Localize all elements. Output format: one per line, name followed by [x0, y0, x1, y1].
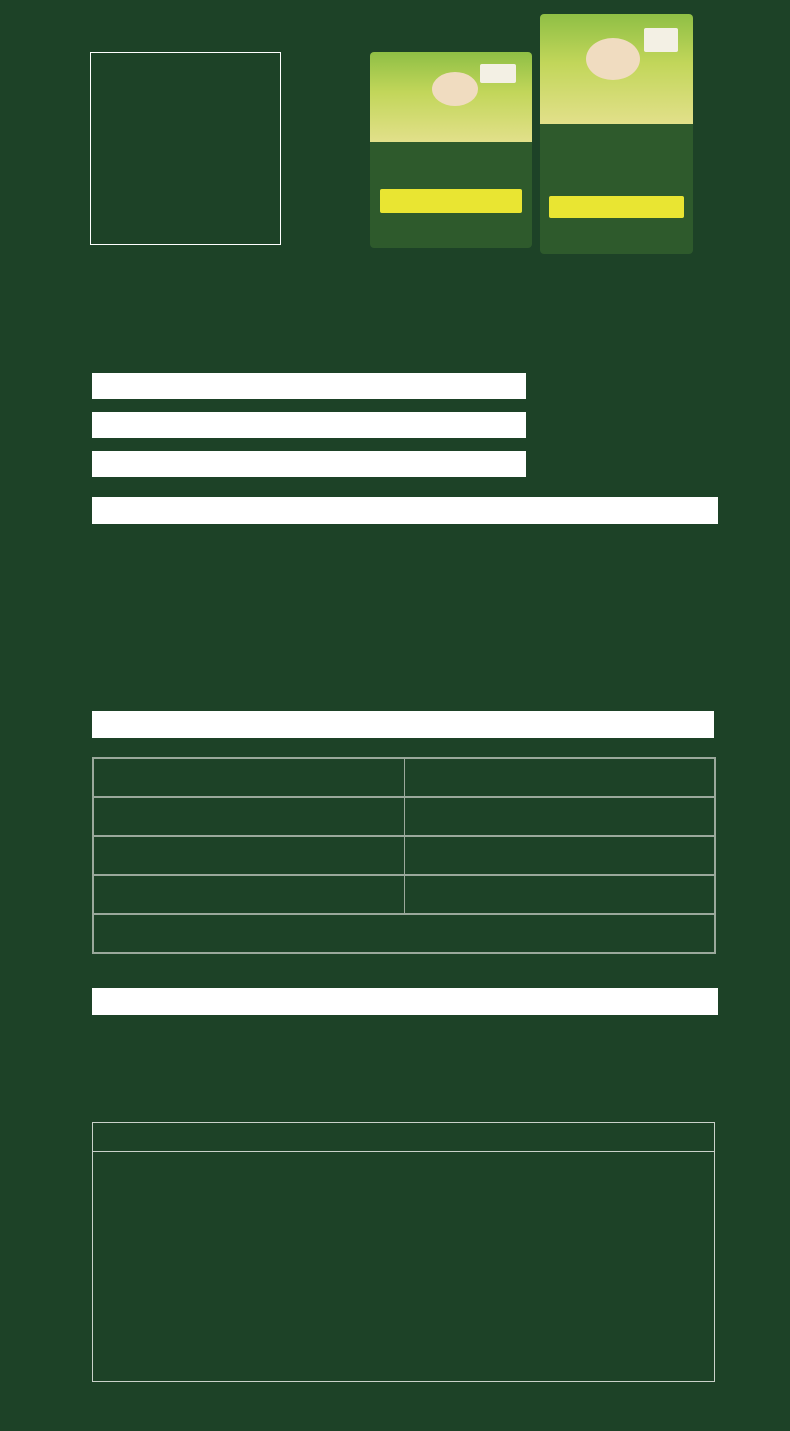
- ingredients-header: [92, 497, 718, 524]
- analysis-cell: [404, 797, 715, 836]
- bag-brand: [480, 64, 516, 84]
- analysis-cell: [93, 797, 405, 836]
- analysis-cell: [93, 836, 405, 875]
- analysis-cell: [404, 836, 715, 875]
- gauge-day-5: [428, 1032, 548, 1094]
- feeding-table-title: [93, 1123, 714, 1152]
- shelf-life-label: [92, 412, 526, 438]
- chloride-cell: [93, 914, 715, 953]
- bag-brand-large: [644, 28, 678, 52]
- feeding-header: [92, 988, 718, 1015]
- feeding-table: [92, 1122, 715, 1382]
- analysis-cell: [93, 875, 405, 914]
- analysis-cell: [404, 758, 715, 797]
- analysis-table: [92, 757, 716, 954]
- product-bag-large: [540, 14, 693, 254]
- applicable-label: [92, 451, 526, 477]
- analysis-cell: [93, 758, 405, 797]
- gauge-day-7: [593, 1032, 713, 1094]
- analysis-cell: [404, 875, 715, 914]
- gauge-day-1: [101, 1032, 221, 1094]
- net-content-label: [92, 373, 526, 399]
- gauge-day-3: [264, 1032, 384, 1094]
- analysis-header: [92, 711, 714, 738]
- product-bag-small: [370, 52, 532, 248]
- title-box: [90, 52, 281, 245]
